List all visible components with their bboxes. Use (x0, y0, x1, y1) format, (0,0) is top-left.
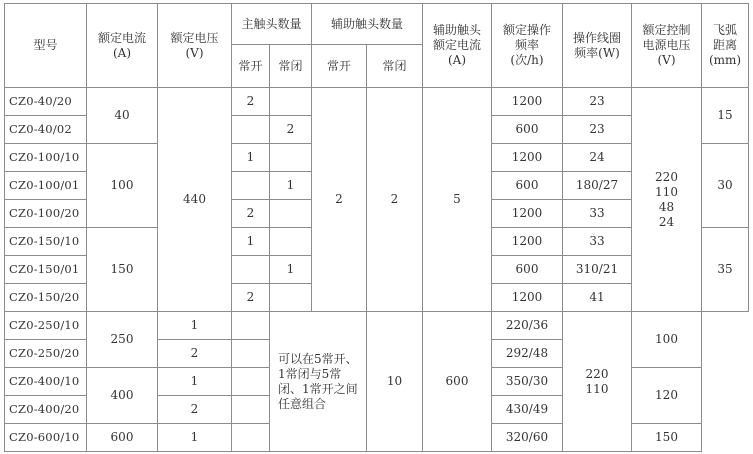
coil-power-cell: 23 (563, 88, 632, 116)
model-cell: CZ0-150/01 (5, 256, 87, 284)
model-cell: CZ0-600/10 (5, 424, 87, 452)
coil-power-cell: 320/60 (492, 424, 563, 452)
header-row-1 (5, 4, 749, 45)
coil-power-cell: 33 (563, 200, 632, 228)
op-freq-cell: 1200 (492, 200, 563, 228)
op-freq-cell: 600 (423, 312, 492, 452)
main-no-cell: 1 (158, 424, 232, 452)
op-freq-cell: 600 (492, 172, 563, 200)
table-row (5, 312, 749, 340)
rated-current-cell: 250 (87, 312, 158, 368)
header-coil-power: 操作线圈 频率(W) (563, 4, 632, 88)
model-cell: CZ0-250/10 (5, 312, 87, 340)
coil-power-cell: 180/27 (563, 172, 632, 200)
arc-distance-cell: 150 (632, 424, 702, 452)
main-nc-cell (232, 396, 270, 424)
control-voltage-cell: 220 110 48 24 (632, 88, 702, 312)
aux-no-cell: 2 (312, 88, 367, 312)
main-nc-cell (270, 88, 312, 116)
coil-power-cell: 41 (563, 284, 632, 312)
main-no-cell: 2 (232, 88, 270, 116)
main-no-cell: 2 (158, 340, 232, 368)
op-freq-cell: 1200 (492, 88, 563, 116)
main-nc-cell (232, 424, 270, 452)
rated-current-cell: 600 (87, 424, 158, 452)
main-no-cell: 1 (232, 144, 270, 172)
coil-power-cell: 220/36 (492, 312, 563, 340)
main-nc-cell (270, 144, 312, 172)
main-nc-cell (270, 228, 312, 256)
coil-power-cell: 310/21 (563, 256, 632, 284)
coil-power-cell: 350/30 (492, 368, 563, 396)
aux-current-cell: 10 (367, 312, 423, 452)
rated-current-cell: 400 (87, 368, 158, 424)
main-no-cell (232, 256, 270, 284)
header-aux-nc: 常闭 (367, 45, 423, 88)
header-aux-contacts: 辅助触头数量 (312, 4, 423, 45)
model-cell: CZ0-100/01 (5, 172, 87, 200)
model-cell: CZ0-100/20 (5, 200, 87, 228)
header-rated-current: 额定电流 (A) (87, 4, 158, 88)
model-cell: CZ0-400/20 (5, 396, 87, 424)
main-nc-cell (232, 312, 270, 340)
arc-distance-cell: 30 (702, 144, 749, 228)
main-nc-cell (232, 368, 270, 396)
op-freq-cell: 1200 (492, 284, 563, 312)
coil-power-cell: 23 (563, 116, 632, 144)
control-voltage-cell: 220 110 (563, 312, 632, 452)
main-nc-cell (232, 340, 270, 368)
main-no-cell: 2 (232, 284, 270, 312)
main-no-cell: 2 (158, 396, 232, 424)
model-cell: CZ0-250/20 (5, 340, 87, 368)
aux-current-cell: 5 (423, 88, 492, 312)
rated-current-cell: 100 (87, 144, 158, 228)
header-control-voltage: 额定控制 电源电压 (V) (632, 4, 702, 88)
header-rated-voltage: 额定电压 (V) (158, 4, 232, 88)
main-no-cell: 1 (232, 228, 270, 256)
main-nc-cell: 2 (270, 116, 312, 144)
main-no-cell (232, 116, 270, 144)
coil-power-cell: 24 (563, 144, 632, 172)
main-no-cell (232, 172, 270, 200)
header-main-contacts: 主触头数量 (232, 4, 312, 45)
coil-power-cell: 292/48 (492, 340, 563, 368)
coil-power-cell: 33 (563, 228, 632, 256)
arc-distance-cell: 35 (702, 228, 749, 312)
arc-distance-cell: 100 (632, 312, 702, 368)
main-nc-cell: 1 (270, 256, 312, 284)
rated-voltage-cell: 440 (158, 88, 232, 312)
op-freq-cell: 1200 (492, 228, 563, 256)
table-row (5, 88, 749, 116)
model-cell: CZ0-40/02 (5, 116, 87, 144)
aux-combination-note: 可以在5常开、1常闭与5常闭、1常开之间任意组合 (270, 312, 367, 452)
rated-current-cell: 40 (87, 88, 158, 144)
header-aux-no: 常开 (312, 45, 367, 88)
op-freq-cell: 1200 (492, 144, 563, 172)
model-cell: CZ0-150/10 (5, 228, 87, 256)
model-cell: CZ0-40/20 (5, 88, 87, 116)
model-cell: CZ0-100/10 (5, 144, 87, 172)
main-nc-cell: 1 (270, 172, 312, 200)
main-no-cell: 1 (158, 368, 232, 396)
header-main-nc: 常闭 (270, 45, 312, 88)
main-no-cell: 2 (232, 200, 270, 228)
model-cell: CZ0-400/10 (5, 368, 87, 396)
header-arc-distance: 飞弧 距离 (mm) (702, 4, 749, 88)
header-model: 型号 (5, 4, 87, 88)
model-cell: CZ0-150/20 (5, 284, 87, 312)
coil-power-cell: 430/49 (492, 396, 563, 424)
header-aux-rated-current: 辅助触头 额定电流 (A) (423, 4, 492, 88)
op-freq-cell: 600 (492, 116, 563, 144)
main-nc-cell (270, 284, 312, 312)
header-op-frequency: 额定操作 频率 (次/h) (492, 4, 563, 88)
arc-distance-cell: 15 (702, 88, 749, 144)
main-nc-cell (270, 200, 312, 228)
aux-nc-cell: 2 (367, 88, 423, 312)
op-freq-cell: 600 (492, 256, 563, 284)
main-no-cell: 1 (158, 312, 232, 340)
rated-current-cell: 150 (87, 228, 158, 312)
header-main-no: 常开 (232, 45, 270, 88)
arc-distance-cell: 120 (632, 368, 702, 424)
contactor-spec-table (4, 3, 749, 452)
